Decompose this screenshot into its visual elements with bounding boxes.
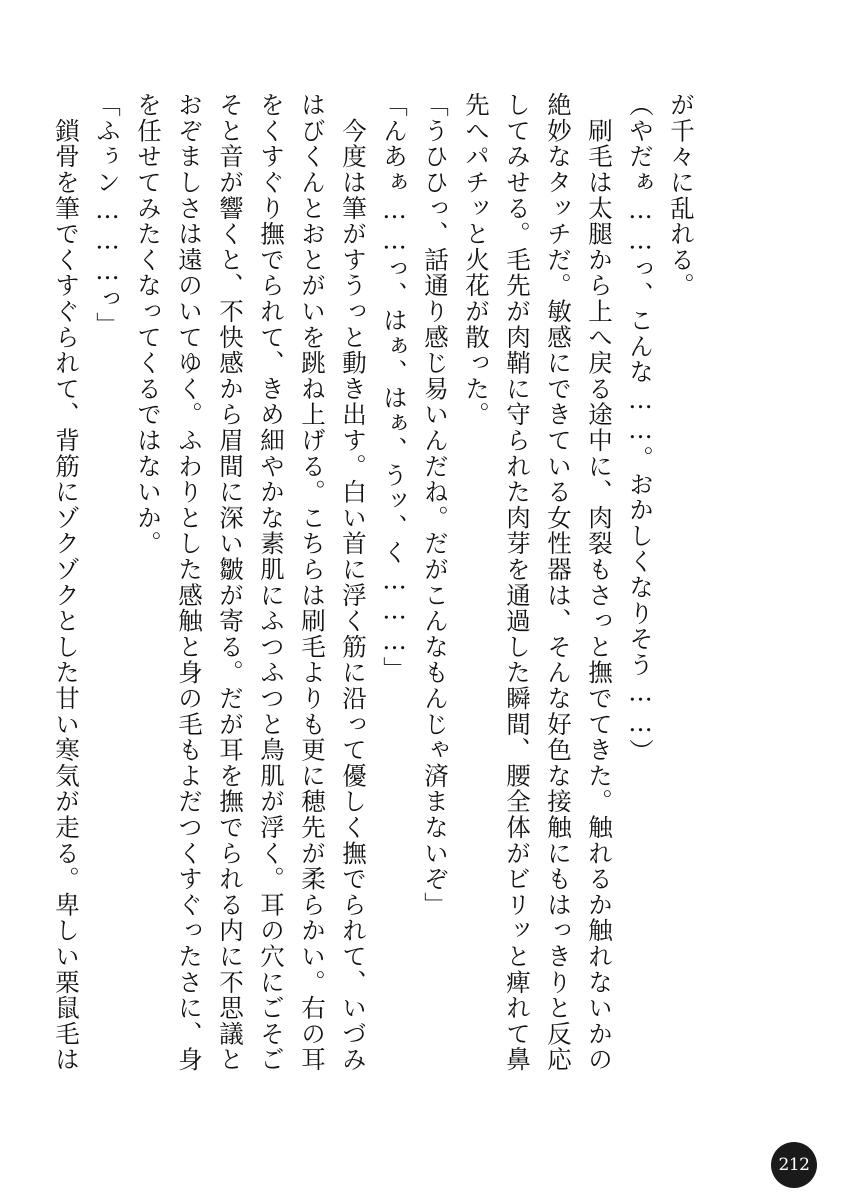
text-line: 「んあぁ……っ、はぁ、はぁ、うッ、く………」 (380, 92, 409, 683)
text-line: 「ふぅン………っ」 (93, 92, 122, 338)
page-number-badge: 212 (771, 1142, 817, 1188)
text-line: 「うひひっ、話通り感じ易いんだね。だがこんなもんじゃ済まないぞ」 (421, 92, 450, 918)
text-line: 今度は筆がすうっと動き出す。白い首に浮く筋に沿って優しく撫でられて、いづみ (339, 92, 368, 1073)
text-line: そと音が響くと、不快感から眉間に深い皺が寄る。だが耳を撫でられる内に不思議と (216, 92, 245, 1073)
text-line: が千々に乱れる。 (667, 92, 696, 299)
text-line: （やだぁ……っ、こんな……。おかしくなりそう……） (626, 92, 655, 764)
text-line: 絶妙なタッチだ。敏感にできている女性器は、そんな好色な接触にもはっきりと反応 (544, 92, 573, 1073)
text-line: をくすぐり撫でられて、きめ細やかな素肌にふつふつと鳥肌が浮く。耳の穴にごそご (257, 92, 286, 1073)
text-line: してみせる。毛先が肉鞘に守られた肉芽を通過した瞬間、腰全体がビリッと痺れて鼻 (503, 92, 532, 1073)
text-line: 先へパチッと火花が散った。 (462, 92, 491, 428)
text-line: を任せてみたくなってくるではないか。 (134, 92, 163, 557)
text-line: はびくんとおとがいを跳ね上げる。こちらは刷毛よりも更に穂先が柔らかい。右の耳 (298, 92, 327, 1073)
text-line: おぞましさは遠のいてゆく。ふわりとした感触と身の毛もよだつくすぐったさに、身 (175, 92, 204, 1073)
body-text (52, 92, 702, 1102)
text-line: 刷毛は太腿から上へ戻る途中に、肉裂もさっと撫でてきた。触れるか触れないかの (585, 92, 614, 1073)
text-line: 鎖骨を筆でくすぐられて、背筋にゾクゾクとした甘い寒気が走る。卑しい栗鼠毛は (52, 92, 81, 1073)
